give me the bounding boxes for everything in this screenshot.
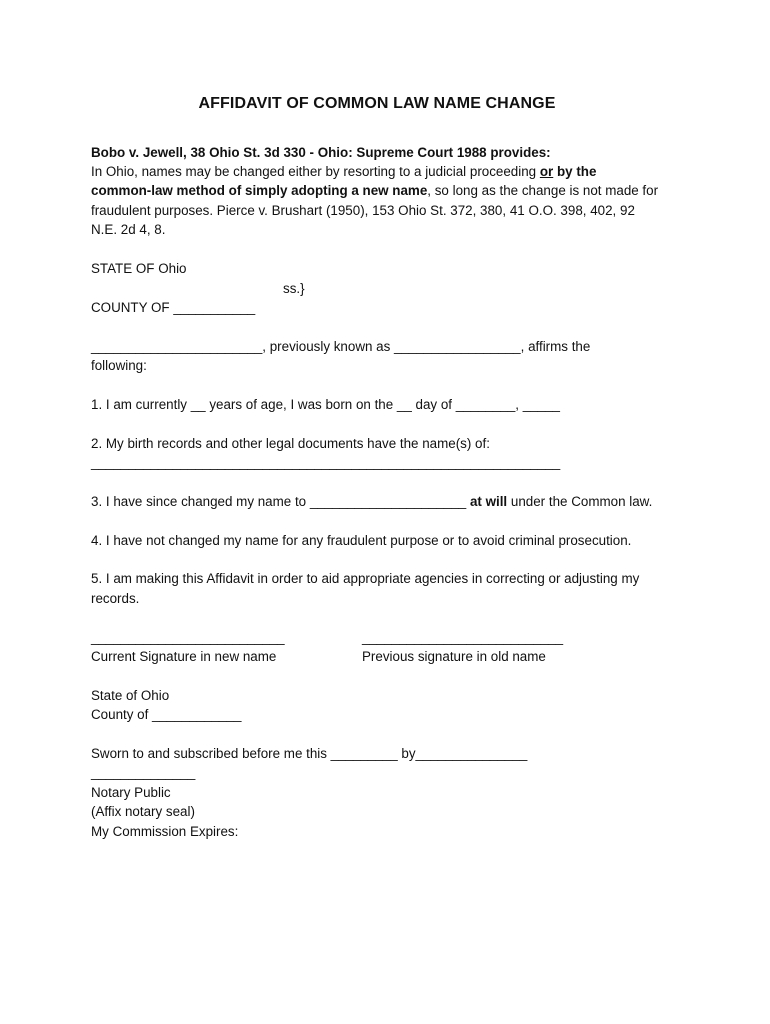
citation-heading: Bobo v. Jewell, 38 Ohio St. 3d 330 - Ohio: Supreme Court 1988 provides: xyxy=(91,145,551,160)
notary-sworn-line: Sworn to and subscribed before me this _________ by_______________ xyxy=(91,746,528,761)
intro-line-2: following: xyxy=(91,358,147,373)
signature-line-current: __________________________ xyxy=(91,630,285,645)
venue-county: COUNTY OF ___________ xyxy=(91,300,256,315)
citation-line-4: N.E. 2d 4, 8. xyxy=(91,222,166,237)
item-3-at-will: at will xyxy=(469,494,508,509)
item-4-no-fraud: 4. I have not changed my name for any fraudulent purpose or to avoid criminal prosecution. xyxy=(91,533,632,548)
citation-line-2-text: , so long as the change is not made for xyxy=(427,183,659,198)
notary-commission-label: My Commission Expires: xyxy=(91,824,239,839)
item-2-birth-records: 2. My birth records and other legal documents have the name(s) of: xyxy=(91,436,490,451)
notary-public-label: Notary Public xyxy=(91,785,171,800)
item-2-blank-line: _______________________________________________________________ xyxy=(91,455,561,470)
venue-state: STATE OF Ohio xyxy=(91,261,187,276)
venue-ss: ss.} xyxy=(283,281,305,296)
citation-line-3: fraudulent purposes. Pierce v. Brushart (1950), 153 Ohio St. 372, 380, 41 O.O. 398, 402, 92 xyxy=(91,203,635,218)
signature-line-previous: ___________________________ xyxy=(362,630,564,645)
item-3-text-end: under the Common law. xyxy=(507,494,653,509)
citation-by-the: by the xyxy=(553,164,597,179)
item-5-line-1: 5. I am making this Affidavit in order to aid appropriate agencies in correcting or adjusting my xyxy=(91,571,640,586)
item-3-text: 3. I have since changed my name to _____________________ xyxy=(91,494,470,509)
citation-common-law-method: common-law method of simply adopting a new name xyxy=(91,183,428,198)
citation-line-1-text: In Ohio, names may be changed either by resorting to a judicial proceeding xyxy=(91,164,540,179)
notary-county: County of ____________ xyxy=(91,707,242,722)
item-3-name-change xyxy=(91,495,652,508)
notary-state: State of Ohio xyxy=(91,688,170,703)
citation-line-1 xyxy=(91,165,596,178)
signature-label-current: Current Signature in new name xyxy=(91,649,277,664)
intro-line-1: _______________________, previously known as _________________, affirms the xyxy=(91,339,591,354)
citation-or-emphasis: or xyxy=(539,164,554,179)
signature-label-previous: Previous signature in old name xyxy=(362,649,546,664)
item-5-line-2: records. xyxy=(91,591,140,606)
item-1-age-birth: 1. I am currently __ years of age, I was born on the __ day of ________, _____ xyxy=(91,397,560,412)
notary-seal-label: (Affix notary seal) xyxy=(91,804,195,819)
document-title: AFFIDAVIT OF COMMON LAW NAME CHANGE xyxy=(198,95,556,112)
citation-line-2 xyxy=(91,184,658,197)
notary-signature-line: ______________ xyxy=(91,765,196,780)
